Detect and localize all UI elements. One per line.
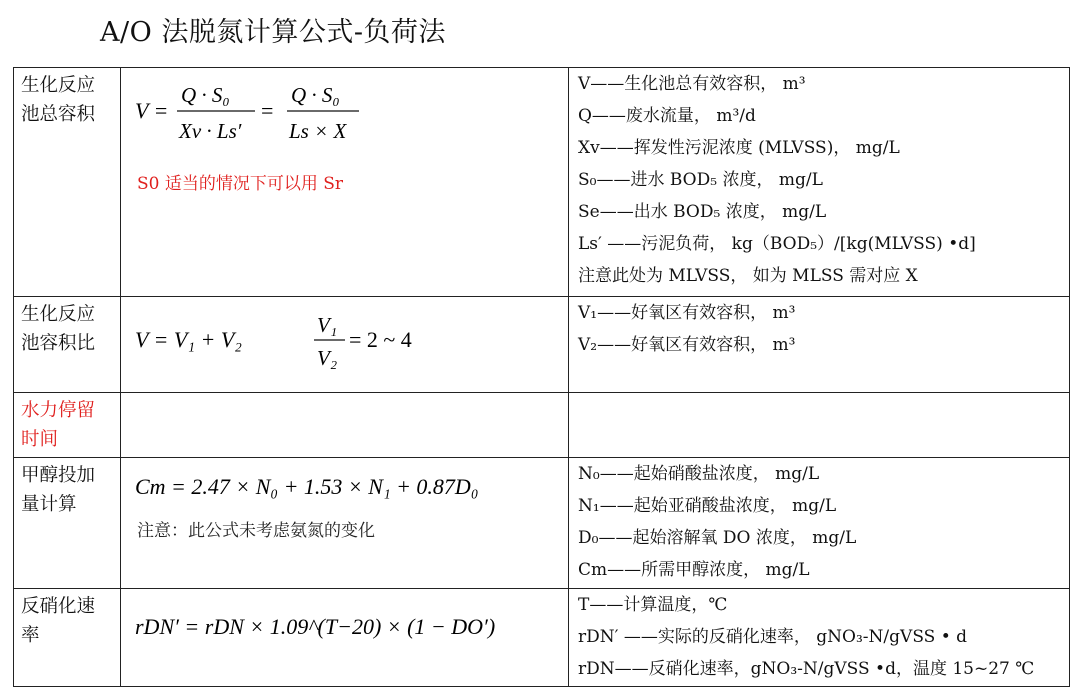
formula-volume-ratio <box>121 297 568 393</box>
description-list <box>569 589 1069 685</box>
row-label-line: 时间 <box>21 429 59 450</box>
row-label-cell <box>14 458 121 589</box>
description-line: rDN——反硝化速率，gNO₃-N/gVSS •d，温度 15~27 ℃ <box>578 659 1035 679</box>
description-line: V₂——好氧区有效容积， m³ <box>578 335 796 355</box>
row-label-cell <box>14 68 121 297</box>
description-cell <box>569 589 1070 687</box>
formula-cell <box>121 393 569 458</box>
description-cell <box>569 393 1070 458</box>
description-list <box>569 458 1069 586</box>
formula-equals: = <box>261 98 274 123</box>
formula-note: S0 适当的情况下可以用 Sr <box>137 174 344 194</box>
row-label-cell <box>14 393 121 458</box>
description-list <box>569 297 1069 361</box>
description-line: Xv——挥发性污泥浓度 (MLVSS)， mg/L <box>578 138 900 158</box>
formula-total-volume <box>121 68 568 297</box>
row-label <box>14 393 120 454</box>
formula-methanol-dose <box>121 458 568 589</box>
description-line: N₁——起始亚硝酸盐浓度， mg/L <box>578 496 837 516</box>
formula-numerator: Q · S₀ <box>291 83 340 107</box>
row-label-line: 池总容积 <box>21 104 96 125</box>
table-row <box>14 589 1070 687</box>
formula-denitrification-rate <box>121 589 568 687</box>
row-label <box>14 68 120 129</box>
formula-cell <box>121 297 569 393</box>
page-title: A/O 法脱氮计算公式-负荷法 <box>100 17 446 48</box>
formula-lhs: V = <box>135 98 169 123</box>
formula-ratio-value: = 2 ~ 4 <box>349 327 412 352</box>
formula-numerator: V₁ <box>317 313 338 337</box>
table-row <box>14 297 1070 393</box>
formula-rate: rDN′ = rDN × 1.09^(T−20) × (1 − DO′) <box>135 614 496 639</box>
description-line: 注意此处为 MLVSS， 如为 MLSS 需对应 X <box>578 266 918 286</box>
formula-note: 注意：此公式未考虑氨氮的变化 <box>137 521 375 541</box>
row-label <box>14 297 120 358</box>
table-row <box>14 458 1070 589</box>
row-label-line: 池容积比 <box>21 333 96 354</box>
description-line: D₀——起始溶解氧 DO 浓度， mg/L <box>578 528 857 548</box>
formula-table <box>13 67 1070 687</box>
formula-methanol: Cm = 2.47 × N₀ + 1.53 × N₁ + 0.87D₀ <box>135 474 479 499</box>
description-line: Q——废水流量， m³/d <box>578 106 756 126</box>
row-label-line: 甲醇投加 <box>21 465 96 486</box>
description-line: S₀——进水 BOD₅ 浓度， mg/L <box>578 170 823 190</box>
table-row <box>14 68 1070 297</box>
description-line: Se——出水 BOD₅ 浓度， mg/L <box>578 202 827 222</box>
formula-cell <box>121 589 569 687</box>
description-line: N₀——起始硝酸盐浓度， mg/L <box>578 464 820 484</box>
formula-denominator: Xv · Ls′ <box>179 119 242 143</box>
row-label-line: 生化反应 <box>21 75 96 96</box>
formula-denominator: Ls × X <box>289 119 347 143</box>
description-cell <box>569 68 1070 297</box>
row-label <box>14 589 120 650</box>
description-list <box>569 68 1069 292</box>
description-line: Cm——所需甲醇浓度， mg/L <box>578 560 810 580</box>
formula-numerator: Q · S₀ <box>181 83 230 107</box>
row-label-line: 反硝化速 <box>21 596 96 617</box>
row-label <box>14 458 120 519</box>
row-label-line: 水力停留 <box>21 400 96 421</box>
description-line: V₁——好氧区有效容积， m³ <box>578 303 796 323</box>
formula-sum: V = V₁ + V₂ <box>135 327 242 352</box>
formula-cell <box>121 458 569 589</box>
row-label-cell <box>14 589 121 687</box>
description-cell <box>569 458 1070 589</box>
formula-denominator: V₂ <box>317 346 338 370</box>
row-label-line: 量计算 <box>21 494 77 515</box>
row-label-cell <box>14 297 121 393</box>
table-row <box>14 393 1070 458</box>
row-label-line: 生化反应 <box>21 304 96 325</box>
description-line: V——生化池总有效容积， m³ <box>578 74 806 94</box>
description-line: rDN′ ——实际的反硝化速率， gNO₃-N/gVSS • d <box>578 627 968 647</box>
formula-cell <box>121 68 569 297</box>
row-label-line: 率 <box>21 625 40 646</box>
description-line: Ls′ ——污泥负荷， kg（BOD₅）/[kg(MLVSS) •d] <box>578 234 976 254</box>
description-line: T——计算温度，℃ <box>578 595 728 615</box>
description-cell <box>569 297 1070 393</box>
